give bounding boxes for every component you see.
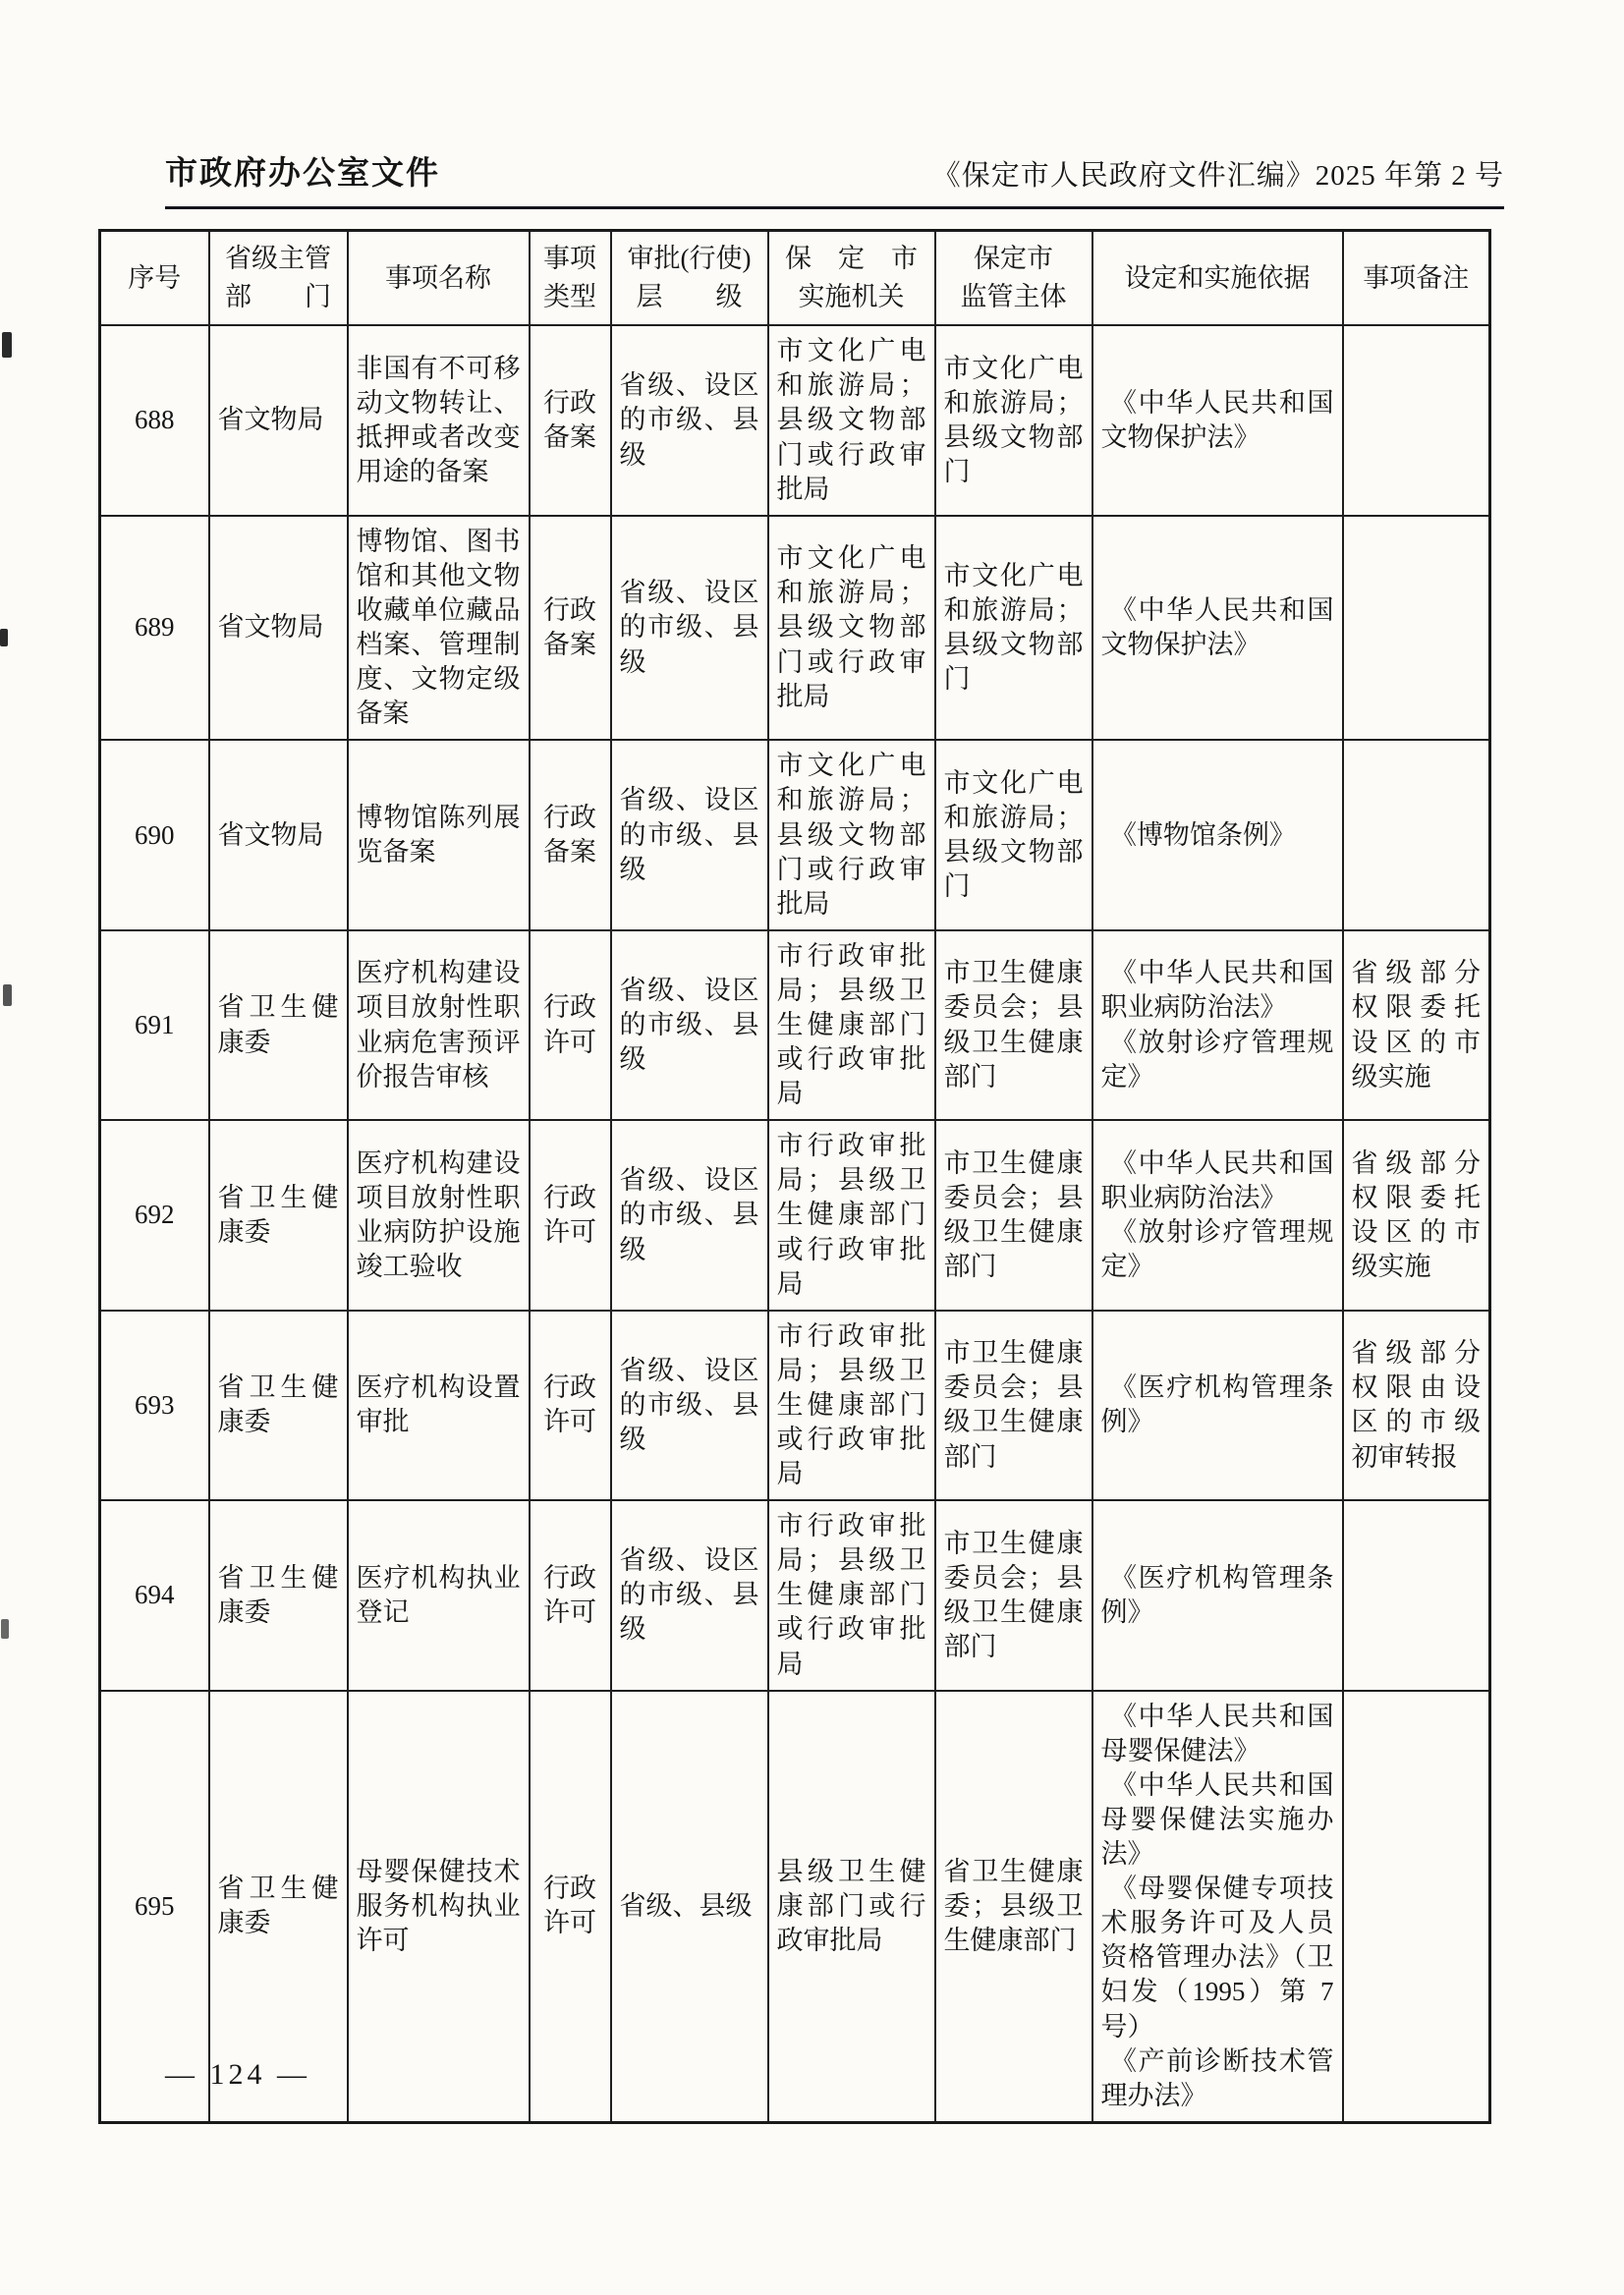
cell-name: 博物馆、图书馆和其他文物收藏单位藏品档案、管理制度、文物定级备案 xyxy=(348,516,530,741)
column-header-impl: 保 定 市 实施机关 xyxy=(768,231,935,326)
cell-level: 省级、设区的市级、县级 xyxy=(611,930,768,1120)
cell-note xyxy=(1343,1691,1490,2123)
header-left-title: 市政府办公室文件 xyxy=(165,154,440,191)
cell-name: 博物馆陈列展览备案 xyxy=(348,740,530,929)
table-row xyxy=(100,1120,1490,1310)
cell-level: 省级、县级 xyxy=(611,1691,768,2123)
cell-note xyxy=(1343,1500,1490,1690)
cell-impl: 县级卫生健康部门或行政审批局 xyxy=(768,1691,935,2123)
column-header-note: 事项备注 xyxy=(1343,231,1490,326)
cell-superv: 市卫生健康委员会；县级卫生健康部门 xyxy=(935,1120,1092,1310)
cell-level: 省级、设区的市级、县级 xyxy=(611,516,768,741)
column-header-type: 事项 类型 xyxy=(530,231,611,326)
cell-basis xyxy=(1092,1500,1343,1690)
scan-artifact xyxy=(0,629,8,646)
cell-dept: 省卫生健康委 xyxy=(209,1500,348,1690)
cell-impl: 市行政审批局；县级卫生健康部门或行政审批局 xyxy=(768,930,935,1120)
cell-basis xyxy=(1092,325,1343,515)
cell-seq: 693 xyxy=(100,1311,209,1500)
table-row xyxy=(100,1500,1490,1690)
cell-note xyxy=(1343,740,1490,929)
column-header-seq: 序号 xyxy=(100,231,209,326)
cell-seq: 692 xyxy=(100,1120,209,1310)
cell-superv: 市文化广电和旅游局；县级文物部门 xyxy=(935,740,1092,929)
cell-name: 母婴保健技术服务机构执业许可 xyxy=(348,1691,530,2123)
cell-name: 医疗机构建设项目放射性职业病危害预评价报告审核 xyxy=(348,930,530,1120)
cell-superv: 市文化广电和旅游局；县级文物部门 xyxy=(935,516,1092,741)
cell-dept: 省文物局 xyxy=(209,516,348,741)
cell-type: 行政许可 xyxy=(530,1311,611,1500)
table-body xyxy=(100,325,1490,2122)
table-header-row xyxy=(100,231,1490,326)
table-head xyxy=(100,231,1490,326)
cell-name: 医疗机构建设项目放射性职业病防护设施竣工验收 xyxy=(348,1120,530,1310)
basis-item: 《母婴保健专项技术服务许可及人员资格管理办法》（卫妇发（1995）第 7 号） xyxy=(1100,1874,1334,2042)
cell-note xyxy=(1343,516,1490,741)
cell-impl: 市文化广电和旅游局；县级文物部门或行政审批局 xyxy=(768,325,935,515)
table-row xyxy=(100,1311,1490,1500)
cell-note: 省级部分权限委托设区的市级实施 xyxy=(1343,1120,1490,1310)
cell-superv: 市文化广电和旅游局；县级文物部门 xyxy=(935,325,1092,515)
cell-type: 行政备案 xyxy=(530,740,611,929)
cell-impl: 市文化广电和旅游局；县级文物部门或行政审批局 xyxy=(768,740,935,929)
cell-superv: 市卫生健康委员会；县级卫生健康部门 xyxy=(935,1500,1092,1690)
cell-level: 省级、设区的市级、县级 xyxy=(611,1120,768,1310)
basis-item: 《中华人民共和国文物保护法》 xyxy=(1100,594,1334,660)
cell-seq: 688 xyxy=(100,325,209,515)
page-number: — 124 — xyxy=(165,2058,310,2091)
basis-item: 《中华人民共和国母婴保健法》 xyxy=(1100,1701,1334,1765)
cell-note: 省级部分权限由设区的市级初审转报 xyxy=(1343,1311,1490,1500)
cell-dept: 省卫生健康委 xyxy=(209,1691,348,2123)
column-header-superv: 保定市 监管主体 xyxy=(935,231,1092,326)
approval-items-table xyxy=(98,229,1491,2124)
table-row xyxy=(100,930,1490,1120)
cell-basis xyxy=(1092,1311,1343,1500)
cell-level: 省级、设区的市级、县级 xyxy=(611,1500,768,1690)
cell-name: 非国有不可移动文物转让、抵押或者改变用途的备案 xyxy=(348,325,530,515)
table-row xyxy=(100,740,1490,929)
column-header-basis: 设定和实施依据 xyxy=(1092,231,1343,326)
basis-item: 《产前诊断技术管理办法》 xyxy=(1100,2045,1334,2110)
cell-level: 省级、设区的市级、县级 xyxy=(611,325,768,515)
cell-dept: 省文物局 xyxy=(209,740,348,929)
column-header-dept: 省级主管 部 门 xyxy=(209,231,348,326)
column-header-name: 事项名称 xyxy=(348,231,530,326)
cell-impl: 市行政审批局；县级卫生健康部门或行政审批局 xyxy=(768,1500,935,1690)
cell-note: 省级部分权限委托设区的市级实施 xyxy=(1343,930,1490,1120)
basis-item: 《中华人民共和国职业病防治法》 xyxy=(1100,958,1334,1023)
basis-item: 《医疗机构管理条例》 xyxy=(1100,1562,1334,1627)
cell-impl: 市文化广电和旅游局；县级文物部门或行政审批局 xyxy=(768,516,935,741)
cell-dept: 省卫生健康委 xyxy=(209,1311,348,1500)
cell-seq: 689 xyxy=(100,516,209,741)
cell-type: 行政许可 xyxy=(530,930,611,1120)
basis-item: 《医疗机构管理条例》 xyxy=(1100,1372,1334,1437)
scan-artifact xyxy=(1,1619,9,1639)
basis-item: 《中华人民共和国文物保护法》 xyxy=(1100,387,1334,453)
cell-dept: 省文物局 xyxy=(209,325,348,515)
cell-dept: 省卫生健康委 xyxy=(209,1120,348,1310)
cell-note xyxy=(1343,325,1490,515)
cell-dept: 省卫生健康委 xyxy=(209,930,348,1120)
scan-artifact xyxy=(2,332,12,358)
cell-level: 省级、设区的市级、县级 xyxy=(611,1311,768,1500)
cell-seq: 695 xyxy=(100,1691,209,2123)
scan-artifact xyxy=(3,984,12,1006)
basis-item: 《博物馆条例》 xyxy=(1109,819,1296,850)
cell-seq: 690 xyxy=(100,740,209,929)
cell-type: 行政备案 xyxy=(530,516,611,741)
cell-superv: 市卫生健康委员会；县级卫生健康部门 xyxy=(935,1311,1092,1500)
cell-name: 医疗机构设置审批 xyxy=(348,1311,530,1500)
basis-item: 《中华人民共和国职业病防治法》 xyxy=(1100,1148,1334,1212)
cell-superv: 市卫生健康委员会；县级卫生健康部门 xyxy=(935,930,1092,1120)
cell-basis xyxy=(1092,1120,1343,1310)
cell-basis xyxy=(1092,516,1343,741)
document-header xyxy=(165,147,1504,209)
basis-item: 《放射诊疗管理规定》 xyxy=(1100,1216,1334,1282)
cell-name: 医疗机构执业登记 xyxy=(348,1500,530,1690)
cell-basis xyxy=(1092,930,1343,1120)
cell-type: 行政许可 xyxy=(530,1120,611,1310)
cell-seq: 694 xyxy=(100,1500,209,1690)
cell-basis xyxy=(1092,1691,1343,2123)
cell-level: 省级、设区的市级、县级 xyxy=(611,740,768,929)
cell-type: 行政许可 xyxy=(530,1691,611,2123)
cell-seq: 691 xyxy=(100,930,209,1120)
cell-basis xyxy=(1092,740,1343,929)
cell-type: 行政许可 xyxy=(530,1500,611,1690)
column-header-level: 审批(行使) 层 级 xyxy=(611,231,768,326)
cell-type: 行政备案 xyxy=(530,325,611,515)
cell-impl: 市行政审批局；县级卫生健康部门或行政审批局 xyxy=(768,1311,935,1500)
cell-superv: 省卫生健康委；县级卫生健康部门 xyxy=(935,1691,1092,2123)
table-row xyxy=(100,325,1490,515)
basis-item: 《放射诊疗管理规定》 xyxy=(1100,1027,1334,1092)
basis-item: 《中华人民共和国母婴保健法实施办法》 xyxy=(1100,1769,1334,1870)
table-row xyxy=(100,516,1490,741)
cell-impl: 市行政审批局；县级卫生健康部门或行政审批局 xyxy=(768,1120,935,1310)
header-right-title: 《保定市人民政府文件汇编》2025 年第 2 号 xyxy=(931,160,1504,192)
